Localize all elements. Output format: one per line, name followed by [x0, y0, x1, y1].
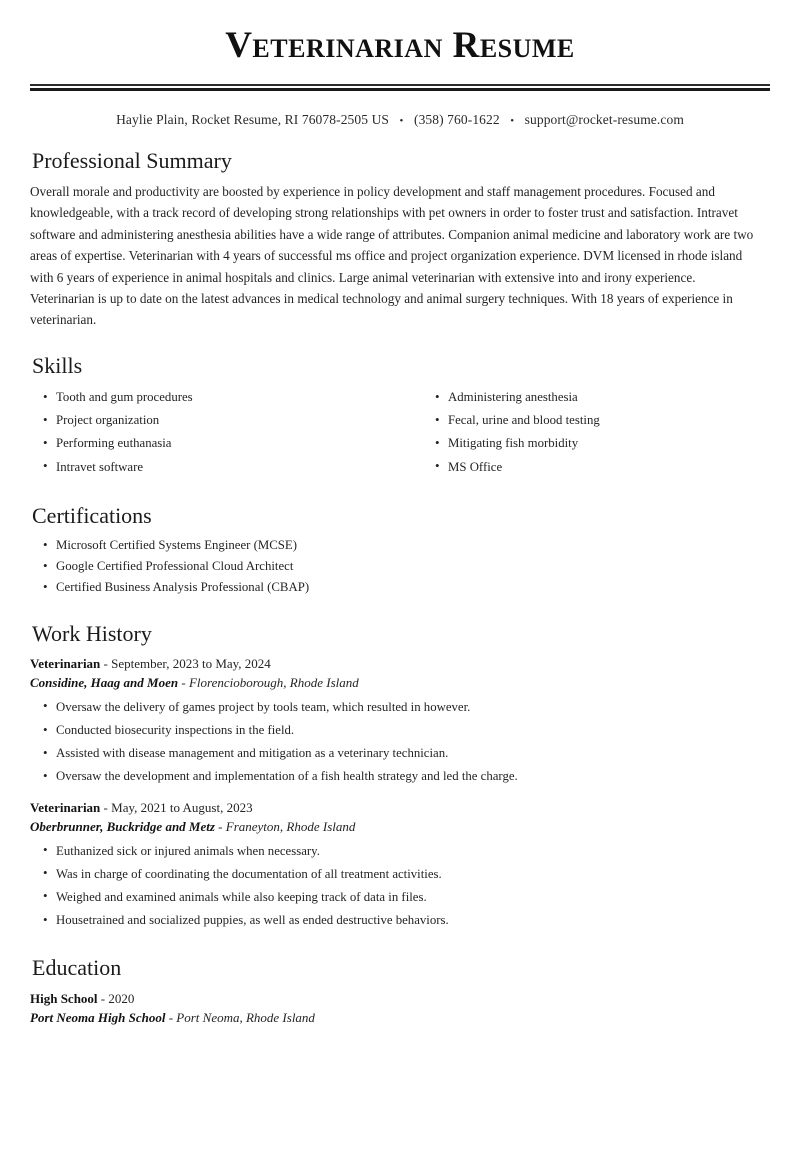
list-item: • Assisted with disease management and mitigation as a veterinary technician. — [30, 744, 770, 762]
section-professional-summary — [30, 148, 770, 331]
list-item: • Oversaw the development and implementation of a fish health strategy and led the charge. — [30, 767, 770, 785]
contact-separator-2: • — [510, 114, 515, 127]
education-entry — [30, 989, 770, 1028]
skills-column-left — [30, 386, 400, 481]
resume-header — [30, 0, 770, 128]
skills-columns — [30, 386, 770, 481]
job-role: Veterinarian — [30, 799, 101, 815]
job-location: Franeyton, Rhode Island — [225, 819, 356, 835]
list-item: • Performing euthanasia — [30, 434, 400, 452]
list-item: • Mitigating fish morbidity — [422, 434, 770, 452]
job-dates: September, 2023 to May, 2024 — [111, 655, 271, 671]
job-company-line — [30, 817, 770, 837]
section-title-education: Education — [32, 955, 122, 981]
certifications-list — [30, 536, 770, 596]
page-bottom-spacer — [30, 1028, 770, 1168]
contact-line — [30, 112, 770, 128]
list-item: • Intravet software — [30, 458, 400, 476]
list-item: • Microsoft Certified Systems Engineer (MCSE) — [30, 536, 770, 554]
job-location: Florencioborough, Rhode Island — [188, 675, 359, 691]
section-education — [30, 955, 770, 1027]
job-bullets — [30, 842, 770, 930]
list-item: • MS Office — [422, 458, 770, 476]
list-item: • Google Certified Professional Cloud Architect — [30, 557, 770, 575]
job-company-line — [30, 673, 770, 693]
education-year: 2020 — [108, 990, 135, 1006]
section-title-summary: Professional Summary — [32, 147, 232, 173]
work-history-entry — [30, 798, 770, 930]
list-item: • Housetrained and socialized puppies, as well as ended destructive behaviors. — [30, 911, 770, 929]
section-skills — [30, 353, 770, 481]
job-title-line — [30, 654, 770, 674]
header-divider — [30, 84, 770, 91]
section-work-history — [30, 621, 770, 930]
list-item: • Certified Business Analysis Professional (CBAP) — [30, 578, 770, 596]
list-item: • Oversaw the delivery of games project by tools team, which resulted in however. — [30, 698, 770, 716]
job-company: Considine, Haag and Moen — [30, 675, 179, 691]
job-role: Veterinarian — [30, 655, 101, 671]
education-dash: - — [97, 990, 109, 1006]
list-item: • Fecal, urine and blood testing — [422, 411, 770, 429]
list-item: • Tooth and gum procedures — [30, 388, 400, 406]
education-location: Port Neoma, Rhode Island — [176, 1010, 315, 1026]
skills-list-left — [30, 388, 400, 476]
job-company: Oberbrunner, Buckridge and Metz — [30, 819, 215, 835]
skills-list-right — [422, 388, 770, 476]
contact-separator-1: • — [399, 114, 404, 127]
section-title-certifications: Certifications — [32, 502, 152, 528]
list-item: • Was in charge of coordinating the documentation of all treatment activities. — [30, 865, 770, 883]
contact-phone: (358) 760-1622 — [413, 111, 500, 127]
section-certifications — [30, 503, 770, 597]
job-bullets — [30, 698, 770, 786]
contact-address: Haylie Plain, Rocket Resume, RI 76078-2505 US — [116, 111, 390, 127]
job-dates: May, 2021 to August, 2023 — [111, 799, 253, 815]
contact-email[interactable]: support@rocket-resume.com — [524, 111, 684, 127]
list-item: • Project organization — [30, 411, 400, 429]
education-dash-2: - — [165, 1010, 177, 1026]
job-title-line — [30, 798, 770, 818]
job-dash-2: - — [178, 675, 189, 691]
education-degree: High School — [30, 990, 98, 1006]
education-school: Port Neoma High School — [30, 1010, 166, 1026]
education-school-line — [30, 1008, 770, 1028]
skills-column-right — [400, 386, 770, 481]
work-history-entry — [30, 654, 770, 786]
page-title: Veterinarian Resume — [225, 25, 575, 66]
education-degree-line — [30, 989, 770, 1009]
summary-paragraph: Overall morale and productivity are boosted by experience in policy development and staff management procedures. Focused and knowledgeable, with a track record of developing strong relationships with pet owners in order to foster trust and satisfaction. Intravet software and administering anesthesia abilities have a wide range of attributes. Companion animal medicine and laboratory work are two areas of expertise. Veterinarian with 4 years of successful ms office and project organization experience. DVM licensed in rhode island with 6 years of experience in animal hospitals and clinics. Large animal veterinarian with extensive into and irony experience. Veterinarian is up to date on the latest advances in medical technology and animal surgery techniques. With 18 years of experience in veterinarian. — [30, 184, 754, 328]
section-title-work-history: Work History — [32, 620, 152, 646]
section-title-skills: Skills — [32, 352, 83, 378]
list-item: • Administering anesthesia — [422, 388, 770, 406]
divider-line-bottom — [30, 88, 770, 91]
job-dash: - — [100, 799, 112, 815]
list-item: • Euthanized sick or injured animals when necessary. — [30, 842, 770, 860]
list-item: • Conducted biosecurity inspections in the field. — [30, 721, 770, 739]
list-item: • Weighed and examined animals while also keeping track of data in files. — [30, 888, 770, 906]
job-dash: - — [100, 655, 112, 671]
job-dash-2: - — [214, 819, 226, 835]
